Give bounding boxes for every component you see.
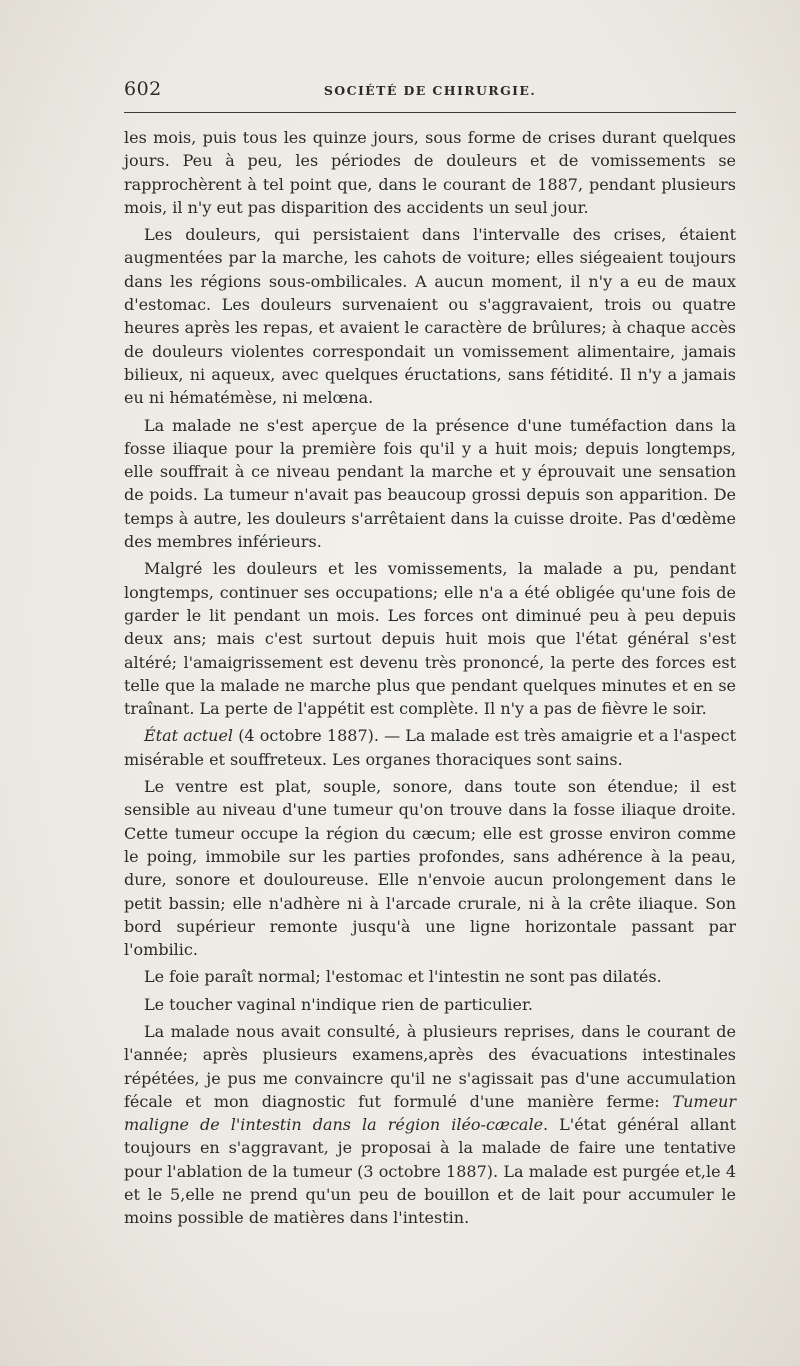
etat-actuel-heading: État actuel: [144, 726, 234, 746]
paragraph-9: [124, 1020, 736, 1230]
body-text: [124, 126, 736, 1234]
paragraph-9-start: La malade nous avait consulté, à plusieurs reprises, dans le courant de l'année; après plusieurs examens,après des évacuations intestinales répétées, je pus me convaincre qu'il ne s'agissait pas d'une accumulation fécale et mon diagnostic fut formulé d'une manière ferme:: [124, 1021, 736, 1111]
running-title: SOCIÉTÉ DE CHIRURGIE.: [323, 83, 537, 98]
paragraph-2: Les douleurs, qui persistaient dans l'intervalle des crises, étaient augmentées par la marche, les cahots de voiture; elles siégeaient toujours dans les régions sous-ombilicales. A aucun moment, il n'y a eu de maux d'estomac. Les douleurs survenaient ou s'aggravaient, trois ou quatre heures après les repas, et avaient le caractère de brûlures; à chaque accès de douleurs violentes correspondait un vomissement alimentaire, jamais bilieux, ni aqueux, avec quelques éructations, sans fétidité. Il n'y a jamais eu ni hématémèse, ni melœna.: [124, 225, 736, 408]
paragraph-7: Le foie paraît normal; l'estomac et l'intestin ne sont pas dilatés.: [144, 967, 662, 987]
paragraph-9-end: . L'état général allant toujours en s'aggravant, je proposai à la malade de faire une tentative pour l'ablation de la tumeur (3 octobre 1887). La malade est purgée et,le 4 et le 5,elle ne prend qu'un peu de bouillon et de lait pour accumuler le moins possible de matières dans l'intestin.: [124, 1115, 736, 1228]
page-number: 602: [124, 78, 162, 100]
paragraph-1: les mois, puis tous les quinze jours, sous forme de crises durant quelques jours. Peu à peu, les périodes de douleurs et de vomissements se rapprochèrent à tel point que, dans le courant de 1887, pendant plusieurs mois, il n'y eut pas disparition des accidents un seul jour.: [124, 128, 736, 217]
diagnosis-italic: Tumeur maligne de l'intestin dans la région iléo-cæcale: [124, 1091, 736, 1135]
paragraph-8: Le toucher vaginal n'indique rien de particulier.: [144, 994, 533, 1014]
paragraph-5-text: (4 octobre 1887). — La malade est très amaigrie et a l'aspect misérable et souffreteux. Les organes thoraciques sont sains.: [124, 726, 736, 769]
paragraph-4: Malgré les douleurs et les vomissements, la malade a pu, pendant longtemps, continuer ses occupations; elle n'a a été obligée qu'une fois de garder le lit pendant un mois. Les forces ont diminué peu à peu depuis deux ans; mais c'est surtout depuis huit mois que l'état général s'est altéré; l'amaigrissement est devenu très prononcé, la perte des forces est telle que la malade ne marche plus que pendant quelques minutes et en se traînant. La perte de l'appétit est complète. Il n'y a pas de fièvre le soir.: [124, 559, 736, 719]
paragraph-5: [124, 724, 736, 771]
paragraph-6: Le ventre est plat, souple, sonore, dans toute son étendue; il est sensible au niveau d'une tumeur qu'on trouve dans la fosse iliaque droite. Cette tumeur occupe la région du cæcum; elle est grosse environ comme le poing, immobile sur les parties profondes, sans adhérence à la peau, dure, sonore et douloureuse. Elle n'envoie aucun prolongement dans le petit bassin; elle n'adhère ni à l'arcade crurale, ni à la crête iliaque. Son bord supérieur remonte jusqu'à une ligne horizontale passant par l'ombilic.: [124, 777, 736, 960]
paragraph-3: La malade ne s'est aperçue de la présence d'une tuméfaction dans la fosse iliaque pour la première fois qu'il y a huit mois; depuis longtemps, elle souffrait à ce niveau pendant la marche et y éprouvait une sensation de poids. La tumeur n'avait pas beaucoup grossi depuis son apparition. De temps à autre, les douleurs s'arrêtaient dans la cuisse droite. Pas d'œdème des membres inférieurs.: [124, 415, 736, 552]
page-header: [124, 74, 736, 104]
header-rule: [124, 112, 736, 113]
